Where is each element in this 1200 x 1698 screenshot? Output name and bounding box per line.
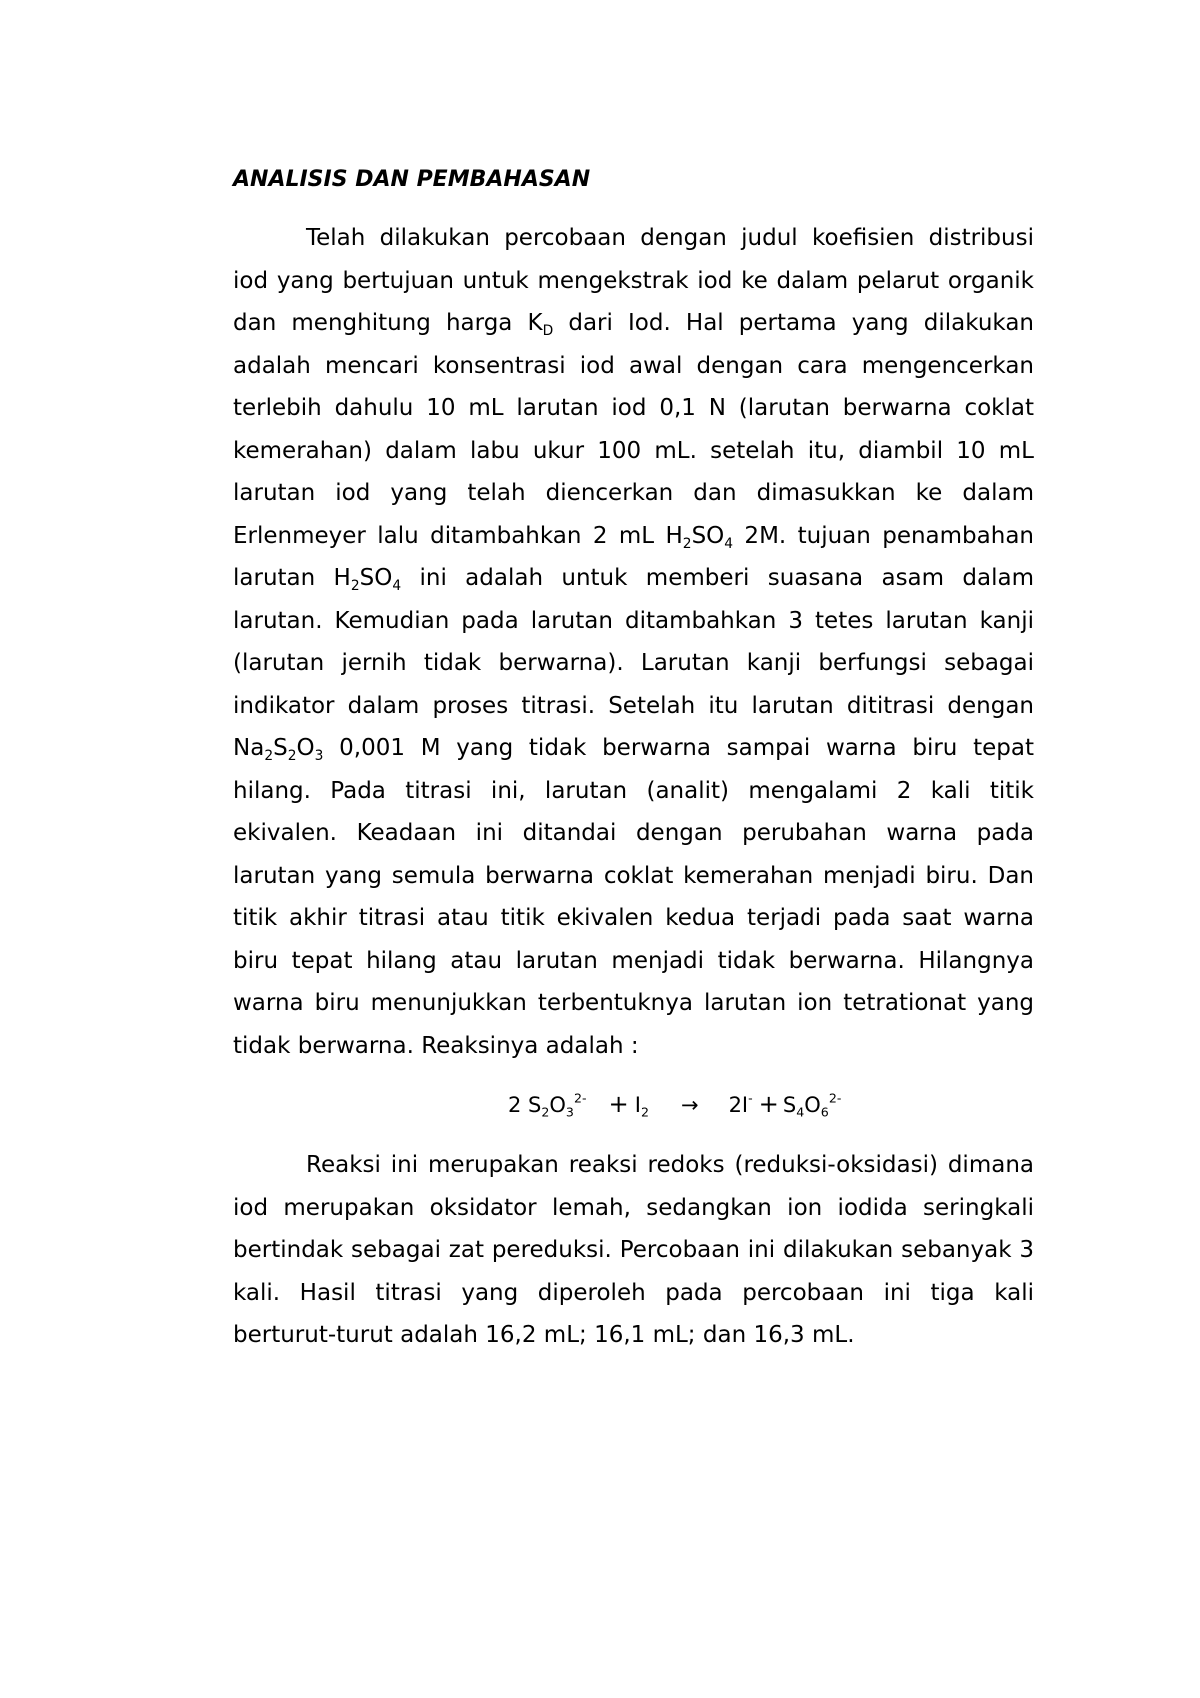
subscript: 3: [314, 747, 324, 764]
subscript: 2: [350, 577, 360, 594]
eq-text: O: [804, 1093, 821, 1117]
eq-superscript: 2-: [828, 1090, 842, 1106]
eq-subscript: 3: [565, 1104, 574, 1120]
text-run: Telah dilakukan percobaan dengan judul koefisien distribusi iod yang bertujuan untuk mengekstrak iod ke dalam pelarut organik dan menghitung harga K: [233, 225, 1034, 336]
paragraph-results: Reaksi ini merupakan reaksi redoks (reduksi-oksidasi) dimana iod merupakan oksidator lemah, sedangkan ion iodida seringkali bertindak sebagai zat pereduksi. Percobaan ini dilakukan sebanyak 3 kali. Hasil titrasi yang diperoleh pada percobaan ini tiga kali berturut-turut adalah 16,2 mL; 16,1 mL; dan 16,3 mL.: [233, 1152, 1034, 1348]
subscript: 2: [682, 535, 692, 552]
subscript: 2: [287, 747, 297, 764]
text-run: dari Iod. Hal pertama yang dilakukan adalah mencari konsentrasi iod awal dengan cara mengencerkan terlebih dahulu 10 mL larutan iod 0,1 N (larutan berwarna coklat kemerahan) dalam labu ukur 100 mL. setelah itu, diambil 10 mL larutan iod yang telah diencerkan dan dimasukkan ke dalam Erlenmeyer lalu ditambahkan 2 mL H: [233, 310, 1034, 549]
reaction-equation: [233, 1083, 1034, 1126]
eq-superscript: 2-: [573, 1090, 587, 1106]
subscript: 4: [724, 535, 734, 552]
document-page: [233, 166, 1034, 1357]
eq-text: I: [634, 1093, 641, 1117]
text-run: 0,001 M yang tidak berwarna sampai warna biru tepat hilang. Pada titrasi ini, larutan (analit) mengalami 2 kali titik ekivalen. Keadaan ini ditandai dengan perubahan warna pada larutan yang semula berwarna coklat kemerahan menjadi biru. Dan titik akhir titrasi atau titik ekivalen kedua terjadi pada saat warna biru tepat hilang atau larutan menjadi tidak berwarna. Hilangnya warna biru menunjukkan terbentuknya larutan ion tetrationat yang tidak berwarna. Reaksinya adalah :: [233, 735, 1034, 1059]
section-heading: ANALISIS DAN PEMBAHASAN: [233, 167, 591, 192]
reaction-arrow: →: [680, 1093, 699, 1117]
subscript: D: [542, 322, 554, 339]
eq-text: O: [549, 1093, 566, 1117]
reactant-thiosulfate: [508, 1090, 587, 1120]
reactant-iodine: [634, 1093, 649, 1120]
plus-sign: +: [608, 1090, 629, 1118]
product-iodide: [728, 1090, 753, 1117]
text-run: ini adalah untuk memberi suasana asam dalam larutan. Kemudian pada larutan ditambahkan 3 tetes larutan kanji (larutan jernih tidak berwarna). Larutan kanji berfungsi sebagai indikator dalam proses titrasi. Setelah itu larutan dititrasi dengan Na: [233, 565, 1034, 761]
subscript: 2: [264, 747, 274, 764]
paragraph-procedure: [233, 217, 1034, 1067]
eq-superscript: -: [748, 1090, 753, 1106]
eq-subscript: 2: [541, 1104, 550, 1120]
eq-subscript: 2: [640, 1104, 649, 1120]
text-run: SO: [691, 522, 725, 549]
eq-text: S: [782, 1093, 797, 1117]
eq-subscript: 4: [796, 1104, 805, 1120]
text-run: S: [273, 735, 288, 761]
subscript: 4: [392, 577, 402, 594]
product-tetrathionate: [782, 1090, 842, 1120]
plus-sign: +: [758, 1090, 779, 1118]
text-run: 2M. tujuan penambahan larutan H: [233, 522, 1034, 591]
text-run: O: [296, 735, 315, 761]
eq-text: 2I: [728, 1093, 749, 1117]
eq-text: 2 S: [508, 1093, 542, 1117]
eq-subscript: 6: [820, 1104, 829, 1120]
text-run: SO: [359, 565, 393, 591]
